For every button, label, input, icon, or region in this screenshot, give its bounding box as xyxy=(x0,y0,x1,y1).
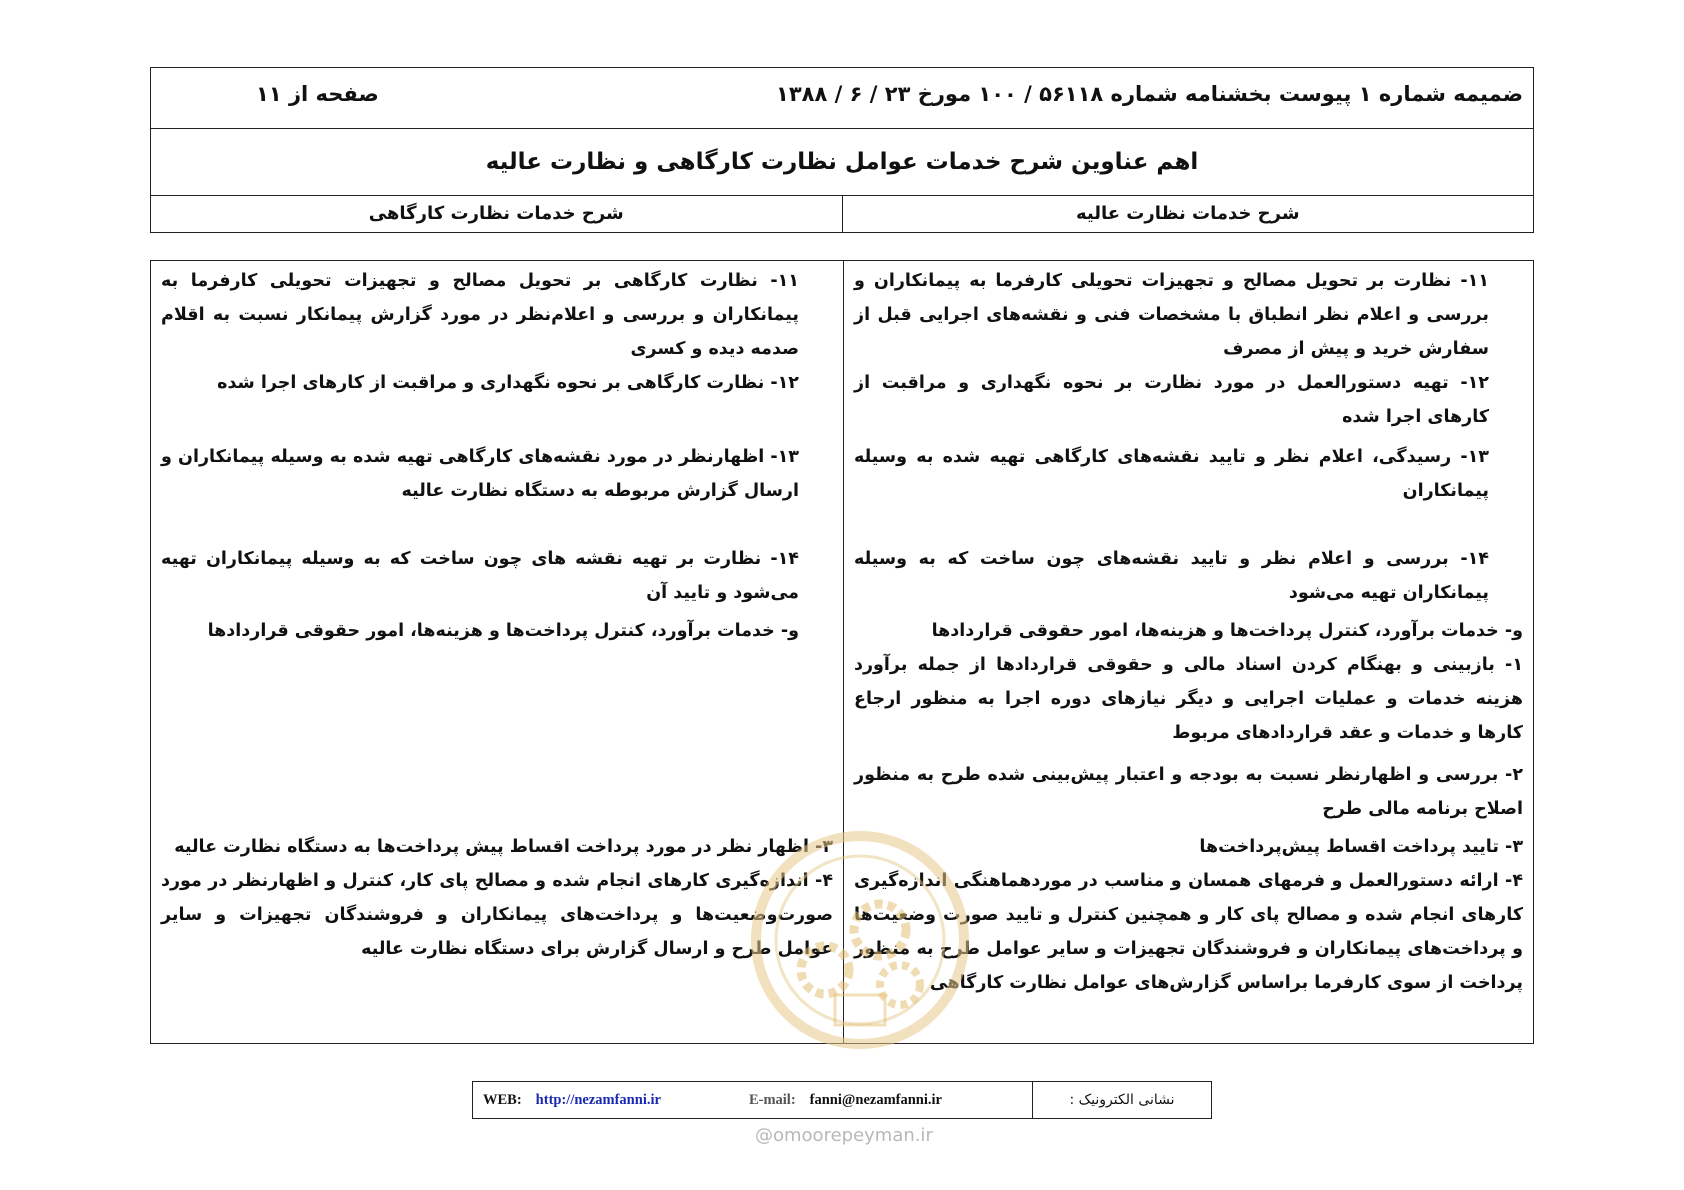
email-label: E-mail: xyxy=(748,1091,796,1108)
electronic-address-label: نشانی الکترونیک : xyxy=(1069,1092,1175,1108)
contact-footer xyxy=(472,1081,1212,1119)
list-item: ۳- تایید پرداخت اقساط پیش‌پرداخت‌ها xyxy=(1199,837,1523,857)
list-item: و- خدمات برآورد، کنترل پرداخت‌ها و هزینه‌ها، امور حقوقی قراردادها xyxy=(207,621,799,641)
list-item: و- خدمات برآورد، کنترل پرداخت‌ها و هزینه‌ها، امور حقوقی قراردادها xyxy=(931,621,1523,641)
contact-links xyxy=(473,1082,1033,1118)
list-item: ۲- بررسی و اظهارنظر نسبت به بودجه و اعتبار پیش‌بینی شده طرح به منظور اصلاح برنامه مالی طرح xyxy=(854,765,1523,819)
list-item: ۱۳- رسیدگی، اعلام نظر و تایید نقشه‌های کارگاهی تهیه شده به وسیله پیمانکاران xyxy=(854,447,1489,501)
list-item: ۱۴- بررسی و اعلام نظر و تایید نقشه‌های چون ساخت که به وسیله پیمانکاران تهیه می‌شود xyxy=(854,549,1489,603)
list-item: ۴- ارائه دستورالعمل و فرمهای همسان و مناسب در موردهماهنگی اندازه‌گیری کارهای انجام شده و مصالح پای کار و همچنین کنترل و تایید صورت وضعیت‌ها و پرداخت‌های پیمانکاران و فروشندگان تجهیزات و سایر عوامل طرح به منظور پرداخت از سوی کارفرما براساس گزارش‌های عوامل نظارت کارگاهی xyxy=(854,871,1523,993)
site-supervision-column xyxy=(151,261,843,1043)
column-headers xyxy=(151,196,1533,233)
list-item: ۱۲- تهیه دستورالعمل در مورد نظارت بر نحوه نگهداری و مراقبت از کارهای اجرا شده xyxy=(854,373,1489,427)
list-item: ۱- بازبینی و بهنگام کردن اسناد مالی و حقوقی قراردادها از جمله برآورد هزینه خدمات و عملیات اجرایی و دیگر نیازهای دوره اجرا به منظور ارجاع کارها و خدمات و عقد قراردادهای مربوط xyxy=(854,655,1523,743)
page-number: صفحه از ۱۱ xyxy=(256,82,379,106)
main-title: اهم عناوین شرح خدمات عوامل نظارت کارگاهی و نظارت عالیه xyxy=(151,129,1533,196)
list-item: ۴- اندازه‌گیری کارهای انجام شده و مصالح پای کار، کنترل و اظهارنظر در مورد صورت‌وضعیت‌ها و پرداخت‌های پیمانکاران و فروشندگان تجهیزات و سایر عوامل طرح و ارسال گزارش برای دستگاه نظارت عالیه xyxy=(161,871,833,959)
list-item: ۱۳- اظهارنظر در مورد نقشه‌های کارگاهی تهیه شده به وسیله پیمانکاران و ارسال گزارش مربوطه به دستگاه نظارت عالیه xyxy=(161,447,799,501)
header-top-row xyxy=(151,68,1533,129)
attachment-title: ضمیمه شماره ۱ پیوست بخشنامه شماره ۵۶۱۱۸ / ۱۰۰ مورخ ۲۳ / ۶ / ۱۳۸۸ xyxy=(776,82,1523,106)
list-item: ۱۱- نظارت کارگاهی بر تحویل مصالح و تجهیزات تحویلی کارفرما به پیمانکاران و بررسی و اعلام‌نظر در مورد گزارش پیمانکار نسبت به اقلام صدمه دیده و کسری xyxy=(161,271,799,359)
list-item: ۳- اظهار نظر در مورد پرداخت اقساط پیش پرداخت‌ها به دستگاه نظارت عالیه xyxy=(174,837,833,857)
supreme-supervision-column xyxy=(843,261,1533,1043)
email-link[interactable]: fanni@nezamfanni.ir xyxy=(809,1091,942,1108)
col-header-supreme-supervision: شرح خدمات نظارت عالیه xyxy=(842,196,1534,233)
col-header-site-supervision: شرح خدمات نظارت کارگاهی xyxy=(368,203,624,224)
website-link[interactable]: http://nezamfanni.ir xyxy=(535,1091,661,1108)
list-item: ۱۱- نظارت بر تحویل مصالح و تجهیزات تحویلی کارفرما به پیمانکاران و بررسی و اعلام نظر انطباق با مشخصات فنی و نقشه‌های اجرایی قبل از سفارش خرید و پیش از مصرف xyxy=(854,271,1489,359)
services-table xyxy=(150,260,1534,1044)
document-header xyxy=(150,67,1534,233)
web-label: WEB: xyxy=(483,1091,522,1108)
watermark-site-text: @omoorepeyman.ir xyxy=(755,1125,933,1146)
list-item: ۱۲- نظارت کارگاهی بر نحوه نگهداری و مراقبت از کارهای اجرا شده xyxy=(217,373,799,393)
list-item: ۱۴- نظارت بر تهیه نقشه های چون ساخت که به وسیله پیمانکاران تهیه می‌شود و تایید آن xyxy=(161,549,799,603)
